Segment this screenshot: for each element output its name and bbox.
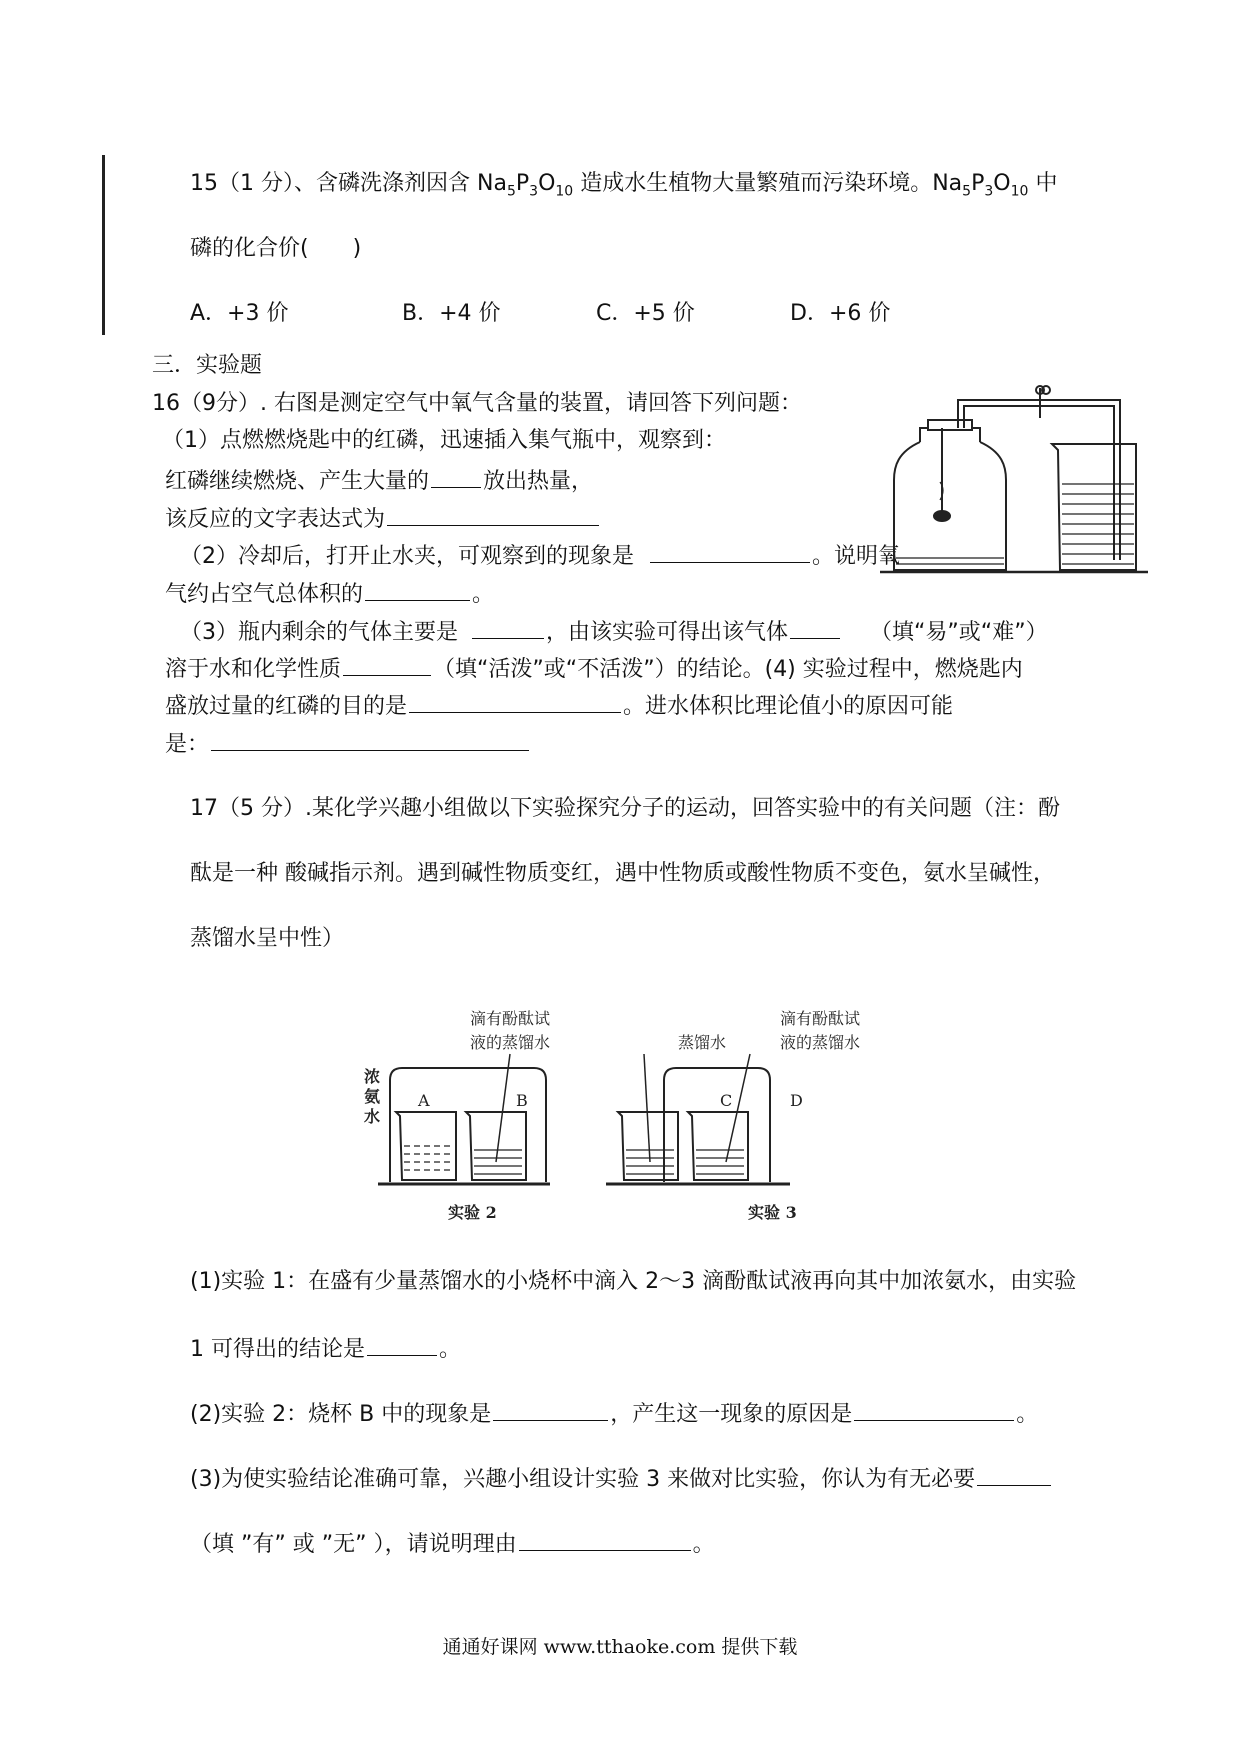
q16-sub2: 红磷继续燃烧、产生大量的 放出热量， [165,465,593,496]
q16-sub1: （1）点燃燃烧匙中的红磷，迅速插入集气瓶中，观察到： [162,428,726,453]
q15-line2: 磷的化合价( ) [190,236,362,261]
label-c: C [720,1091,733,1110]
beaker [1052,444,1136,570]
oxygen-apparatus-figure [880,380,1150,580]
answer-blank[interactable] [790,616,840,639]
q15-option-d: D．+6 价 [790,301,891,326]
q16-sub6: （3）瓶内剩余的气体主要是 ，由该实验可得出该气体 （填“易”或“难”） [180,616,1048,647]
bell-jar-2 [390,1068,546,1182]
q16-sub5: 气约占空气总体积的 。 [165,578,494,609]
q15-line1: 15（1 分）、含磷洗涤剂因含 $Na_5P_3O_{10}$ 造成水生植物大量繁殖而污染环境。$Na_5P_3O_{10}$ 中 [190,171,1058,200]
caption-exp3: 实验 3 [748,1203,797,1222]
footer-credit: 通通好课网 www.tthaoke.com 提供下载 [442,1636,798,1658]
q16-sub8: 盛放过量的红磷的目的是 。进水体积比理论值小的原因可能 [165,690,953,721]
q17-line1: 17（5 分）.某化学兴趣小组做以下实验探究分子的运动，回答实验中的有关问题（注：酚 [190,796,1060,821]
answer-blank[interactable] [365,578,470,601]
q16-sub9: 是： [165,728,531,759]
collection-jar [894,442,1006,570]
label-b: B [516,1091,528,1110]
q17-sub1b: 1 可得出的结论是 。 [190,1333,461,1364]
label-phenolphthalein-3: 滴有酚酞试 [780,1009,861,1028]
q16-sub3: 该反应的文字表达式为 [165,503,601,534]
answer-blank[interactable] [854,1398,1014,1421]
label-d: D [790,1091,803,1110]
answer-blank[interactable] [519,1528,691,1551]
label-a: A [418,1091,430,1110]
answer-blank[interactable] [650,540,810,563]
label-distilled-water: 蒸馏水 [678,1033,727,1052]
q16-sub7: 溶于水和化学性质 （填“活泼”或“不活泼”）的结论。(4) 实验过程中，燃烧匙内 [165,653,1023,684]
q17-sub2: (2)实验 2：烧杯 B 中的现象是 ，产生这一现象的原因是 。 [190,1398,1038,1429]
q17-sub3: (3)为使实验结论准确可靠，兴趣小组设计实验 3 来做对比实验，你认为有无必要 [190,1463,1053,1494]
answer-blank[interactable] [343,653,431,676]
answer-blank[interactable] [367,1333,437,1356]
q16-stem: 16（9分）. 右图是测定空气中氧气含量的装置，请回答下列问题： [152,391,802,416]
caption-exp2: 实验 2 [448,1203,497,1222]
molecule-motion-figure [360,1000,890,1225]
glass-tube [958,400,1120,560]
label-phenolphthalein-4: 液的蒸馏水 [780,1033,861,1052]
q17-line2: 酞是一种 酸碱指示剂。遇到碱性物质变红，遇中性物质或酸性物质不变色，氨水呈碱性， [190,861,1055,886]
q17-line3: 蒸馏水呈中性） [190,926,345,951]
label-ammonia-3: 水 [364,1107,381,1126]
bell-jar-3 [664,1068,770,1182]
stopper [928,420,972,430]
answer-blank[interactable] [431,465,481,488]
answer-blank[interactable] [493,1398,608,1421]
combustion-spoon [934,511,950,521]
answer-blank[interactable] [977,1463,1051,1486]
label-ammonia-2: 氨 [364,1087,381,1106]
label-phenolphthalein-2: 液的蒸馏水 [470,1033,551,1052]
q15-option-c: C．+5 价 [596,301,695,326]
answer-blank[interactable] [409,690,621,713]
q17-sub3b: （填 ”有” 或 ”无” ），请说明理由 。 [190,1528,715,1559]
label-phenolphthalein-1: 滴有酚酞试 [470,1009,551,1028]
section-title: 三．实验题 [152,353,263,378]
answer-blank[interactable] [211,728,529,751]
beaker-b [466,1112,526,1180]
q15-option-b: B．+4 价 [402,301,501,326]
beaker-d [688,1112,748,1180]
q16-sub4: （2）冷却后，打开止水夹，可观察到的现象是 。说明氧 [180,540,900,571]
q15-option-a: A．+3 价 [190,301,289,326]
answer-blank[interactable] [472,616,544,639]
label-ammonia-1: 浓 [364,1067,381,1086]
margin-bar [102,155,105,335]
q17-sub1: (1)实验 1：在盛有少量蒸馏水的小烧杯中滴入 2～3 滴酚酞试液再向其中加浓氨水，由实验 [190,1269,1077,1294]
answer-blank[interactable] [387,503,599,526]
